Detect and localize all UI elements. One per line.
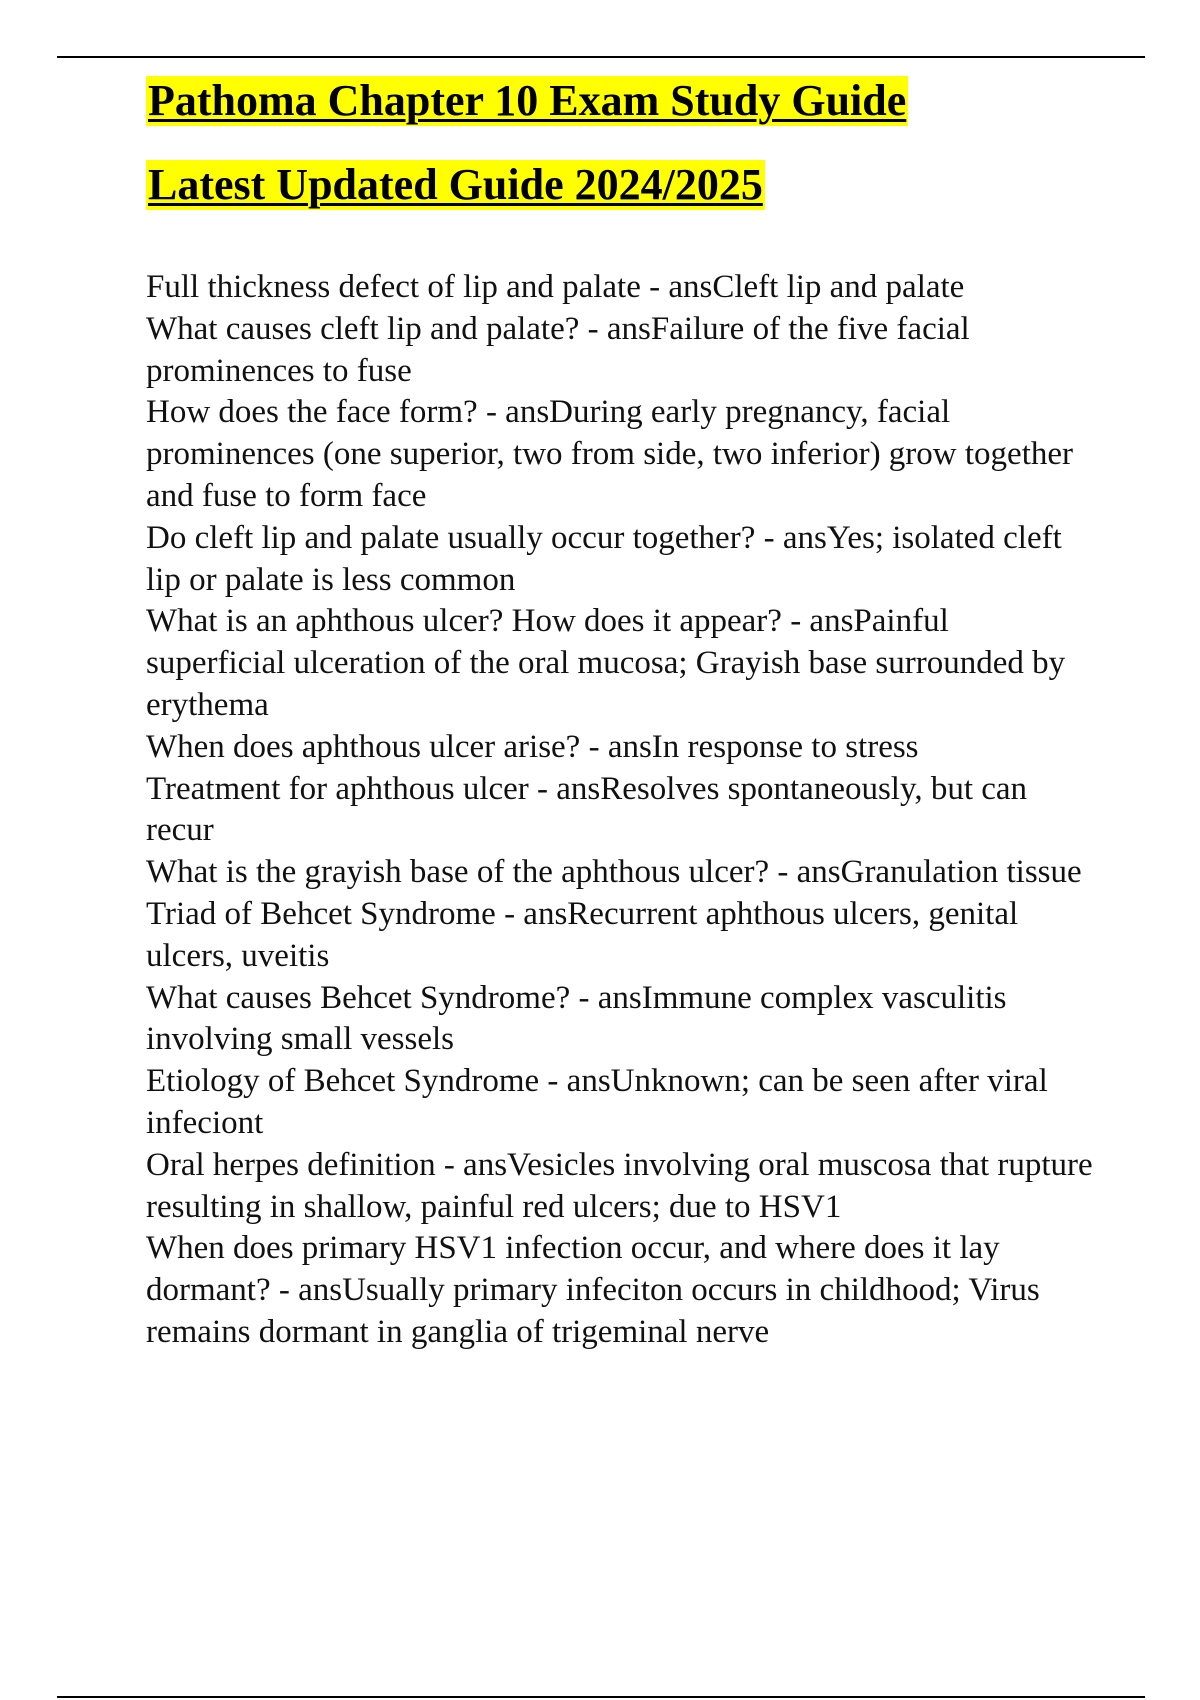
qa-entry: Full thickness defect of lip and palate - ansCleft lip and palate (146, 269, 965, 305)
qa-entry: Etiology of Behcet Syndrome - ansUnknown; can be seen after viral infeciont (146, 1063, 1048, 1141)
qa-entry: What is the grayish base of the aphthous ulcer? - ansGranulation tissue (146, 854, 1082, 891)
qa-entry: When does aphthous ulcer arise? - ansIn response to stress (146, 728, 919, 765)
qa-entry: Triad of Behcet Syndrome - ansRecurrent aphthous ulcers, genital ulcers, uveitis (146, 895, 1019, 974)
qa-entry: What causes Behcet Syndrome? - ansImmune complex vasculitis involving small vessels (146, 979, 1007, 1058)
bottom-divider (57, 1696, 1145, 1698)
qa-entry: What is an aphthous ulcer? How does it appear? - ansPainful superficial ulceration of the oral mucosa; Grayish base surrounded by erythema (146, 603, 1066, 723)
qa-entry: How does the face form? - ansDuring early pregnancy, facial prominences (one superior, two from side, two inferior) grow together and fuse to form face (146, 394, 1073, 514)
title-line-2: Latest Updated Guide 2024/2025 (148, 160, 763, 209)
title-line-1: Pathoma Chapter 10 Exam Study Guide (148, 76, 907, 125)
qa-entry: Do cleft lip and palate usually occur together? - ansYes; isolated cleft lip or palate is less common (146, 519, 1062, 598)
qa-entry: What causes cleft lip and palate? - ansFailure of the five facial prominences to fuse (146, 310, 970, 389)
top-divider (57, 56, 1145, 58)
qa-entry: Oral herpes definition - ansVesicles involving oral muscosa that rupture resulting in shallow, painful red ulcers; due to HSV1 (146, 1146, 1093, 1225)
qa-list (146, 267, 1096, 1354)
qa-entry: When does primary HSV1 infection occur, and where does it lay dormant? - ansUsually primary infeciton occurs in childhood; Virus remains dormant in ganglia of trigeminal nerve (146, 1230, 1040, 1350)
qa-entry: Treatment for aphthous ulcer - ansResolves spontaneously, but can recur (146, 770, 1028, 849)
